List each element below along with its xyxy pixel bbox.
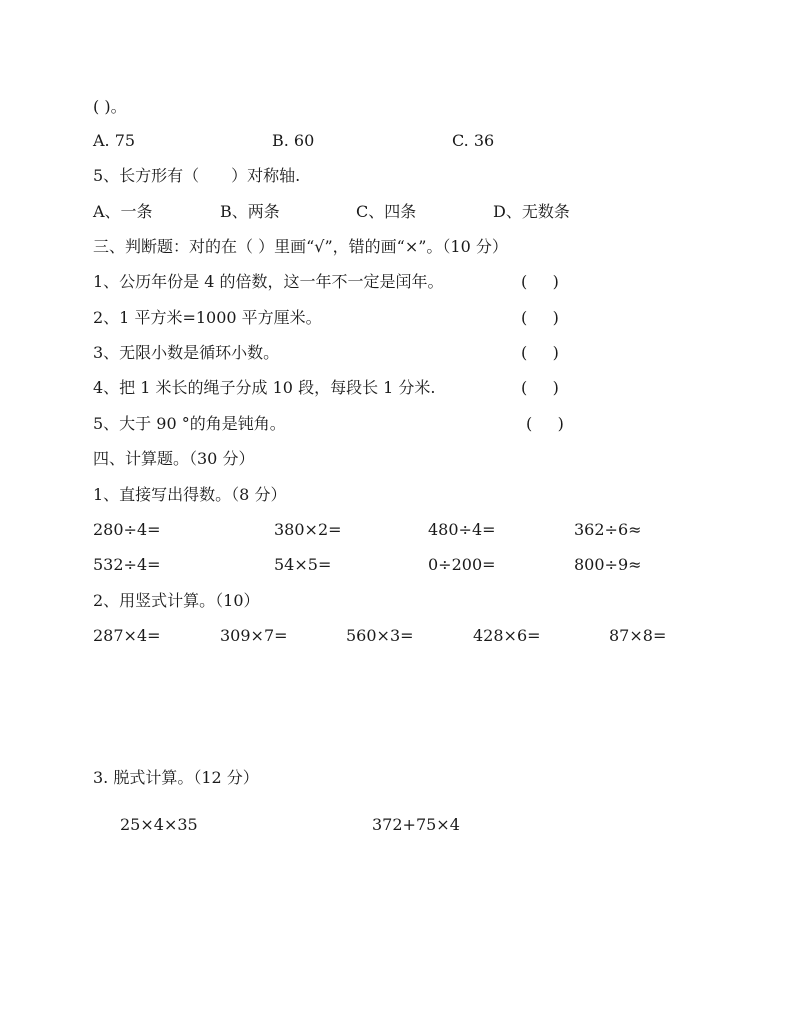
q5-option-d: D、无数条 (493, 202, 570, 221)
direct-calc-item: 362÷6≈ (574, 520, 642, 539)
part-2-title: 2、用竖式计算。（10） (93, 591, 260, 610)
q4-option-a: A. 75 (93, 131, 136, 150)
tf-item-5-blank[interactable]: ( ) (526, 414, 564, 433)
tf-item-4-text: 4、把 1 米长的绳子分成 10 段，每段长 1 分米. (93, 378, 436, 397)
vertical-calc-item: 87×8= (609, 626, 667, 645)
q4-option-c: C. 36 (452, 131, 495, 150)
part-1-title: 1、直接写出得数。（8 分） (93, 485, 287, 504)
tf-item-1-text: 1、公历年份是 4 的倍数，这一年不一定是闰年。 (93, 272, 444, 291)
step-calc-item: 372+75×4 (372, 815, 460, 834)
section-4-title: 四、计算题。（30 分） (93, 449, 255, 468)
q5-option-b: B、两条 (220, 202, 280, 221)
tf-item-3-text: 3、无限小数是循环小数。 (93, 343, 280, 362)
question-5: 5、长方形有（ ）对称轴. (93, 166, 301, 185)
direct-calc-item: 480÷4= (428, 520, 496, 539)
q4-option-b: B. 60 (272, 131, 315, 150)
direct-calc-item: 280÷4= (93, 520, 161, 539)
vertical-calc-item: 287×4= (93, 626, 161, 645)
vertical-calc-item: 428×6= (473, 626, 541, 645)
step-calc-item: 25×4×35 (120, 815, 198, 834)
section-3-title: 三、判断题：对的在（ ）里画“√”，错的画“×”。（10 分） (93, 237, 508, 256)
tf-item-3-blank[interactable]: ( ) (521, 343, 559, 362)
tf-item-2-blank[interactable]: ( ) (521, 308, 559, 327)
tf-item-5-text: 5、大于 90 °的角是钝角。 (93, 414, 286, 433)
vertical-calc-item: 309×7= (220, 626, 288, 645)
direct-calc-item: 532÷4= (93, 555, 161, 574)
question-4-tail: ( )。 (93, 97, 127, 116)
part-3-title: 3. 脱式计算。（12 分） (93, 768, 259, 787)
direct-calc-item: 54×5= (274, 555, 332, 574)
direct-calc-item: 800÷9≈ (574, 555, 642, 574)
q5-option-a: A、一条 (93, 202, 153, 221)
q5-option-c: C、四条 (356, 202, 417, 221)
vertical-calc-item: 560×3= (346, 626, 414, 645)
direct-calc-item: 380×2= (274, 520, 342, 539)
tf-item-1-blank[interactable]: ( ) (521, 272, 559, 291)
tf-item-4-blank[interactable]: ( ) (521, 378, 559, 397)
direct-calc-item: 0÷200= (428, 555, 496, 574)
tf-item-2-text: 2、1 平方米=1000 平方厘米。 (93, 308, 322, 327)
